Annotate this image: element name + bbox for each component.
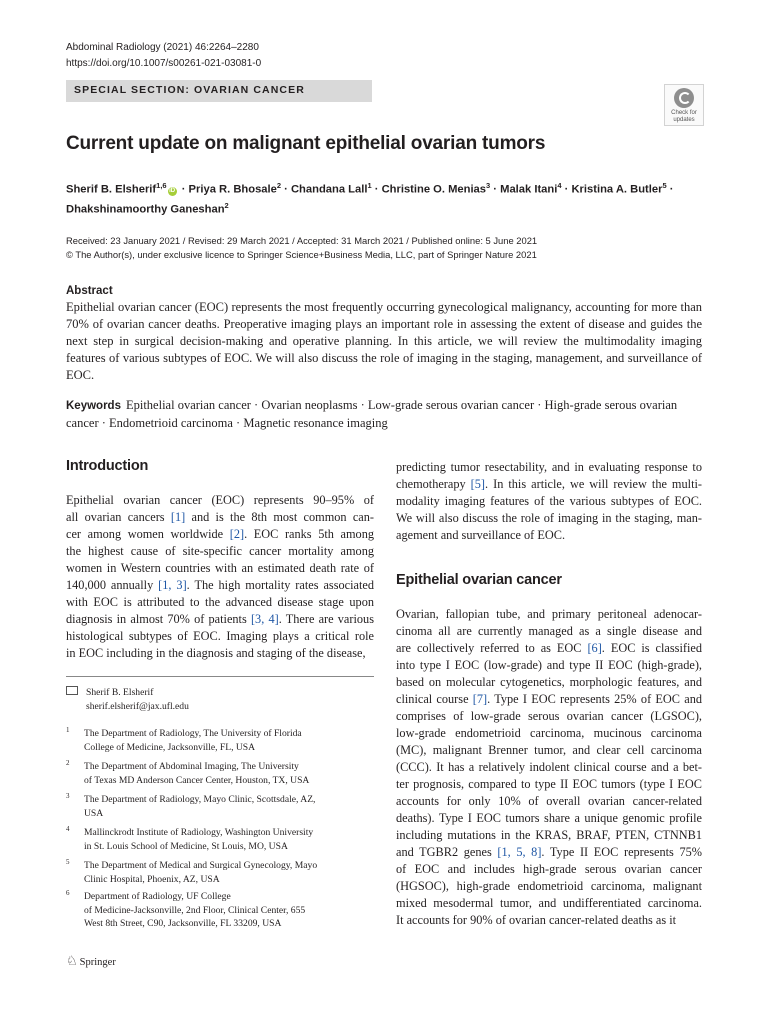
- author-name[interactable]: Priya R. Bhosale: [188, 183, 277, 196]
- corresponding-email[interactable]: sherif.elsherif@jax.ufl.edu: [86, 700, 189, 712]
- keywords: [66, 397, 702, 432]
- author-name[interactable]: Christine O. Menias: [381, 183, 487, 196]
- affiliation-text: [84, 793, 374, 820]
- affiliation-line: The Department of Radiology, Mayo Clinic, Scottsdale, AZ,: [84, 794, 316, 805]
- introduction-body-continued: [396, 459, 702, 544]
- publisher-footer: [66, 953, 116, 969]
- epithelial-line: low-grade endometrioid carcinoma, mucinous carcinoma: [396, 726, 702, 740]
- author-affiliation-ref: 2: [224, 200, 229, 210]
- affiliation-line: Clinic Hospital, Phoenix, AZ, USA: [84, 873, 220, 885]
- epithelial-body: [396, 606, 702, 929]
- citation-link[interactable]: [3, 4]: [250, 612, 279, 626]
- introduction-body: [66, 492, 374, 662]
- affiliation-text: [84, 890, 374, 931]
- author-affiliation-ref: 1,6: [156, 181, 167, 190]
- affiliation-number: 4: [66, 825, 70, 833]
- author-affiliation-ref: 4: [557, 181, 562, 190]
- epithelial-line: comprises of low-grade serous ovarian cancer (LGSOC),: [396, 709, 702, 723]
- epithelial-line: clinical course [7]. Type I EOC represents 25% of EOC and: [396, 692, 702, 706]
- epithelial-line: (HGSOC), high-grade endometrioid carcinoma, malignant: [396, 879, 702, 893]
- affiliation-line: of Texas MD Anderson Cancer Center, Houston, TX, USA: [84, 774, 310, 786]
- journal-info: [66, 40, 261, 72]
- epithelial-line: (MC), malignant Brenner tumor, and clear cell carcinoma: [396, 743, 702, 757]
- section-label: SPECIAL SECTION: OVARIAN CANCER: [74, 84, 305, 96]
- intro-line: cer among women worldwide [2]. EOC ranks 5th among: [66, 527, 374, 541]
- intro-line: with EOC is attributed to the advanced disease stage upon: [66, 595, 374, 609]
- epithelial-line: including mutations in the KRAS, BRAF, PTEN, CTNNB1: [396, 828, 702, 842]
- citation-link[interactable]: [6]: [587, 641, 602, 655]
- check-for-updates-badge[interactable]: [664, 84, 704, 126]
- affiliation-text: [84, 727, 374, 754]
- orcid-icon[interactable]: iD: [169, 187, 176, 194]
- author-affiliation-ref: 1: [367, 181, 372, 190]
- envelope-icon: [66, 686, 78, 695]
- author-name[interactable]: Chandana Lall: [290, 183, 368, 196]
- author-name[interactable]: Sherif B. Elsherif: [66, 183, 157, 196]
- intro-line: 140,000 annually [1, 3]. The high mortality rates associated: [66, 578, 374, 592]
- intro-line: in EOC including in the diagnosis and staging of the disease,: [66, 646, 366, 660]
- affiliation-line: in St. Louis School of Medicine, St Louis, MO, USA: [84, 840, 288, 852]
- publication-dates: [66, 234, 537, 262]
- affiliation-number: 3: [66, 792, 70, 800]
- citation-link[interactable]: [5]: [470, 477, 486, 491]
- publisher-name: Springer: [79, 957, 116, 968]
- author-name[interactable]: Malak Itani: [500, 183, 558, 196]
- citation-link[interactable]: [2]: [229, 527, 245, 541]
- epithelial-heading: Epithelial ovarian cancer: [396, 572, 562, 588]
- epithelial-line: It accounts for 90% of ovarian cancer-related deaths as it: [396, 913, 677, 927]
- epithelial-line: deaths). Type I EOC tumors share a unique genomic profile: [396, 811, 702, 825]
- intro-line: We will also discuss the role of imaging in the staging, man-: [396, 511, 702, 525]
- introduction-heading: Introduction: [66, 458, 149, 474]
- springer-logo-icon: ♘: [66, 953, 78, 968]
- affiliation-line: Department of Radiology, UF College: [84, 891, 231, 902]
- affiliation-text: [84, 760, 374, 787]
- intro-line: women in Western countries with an estimated death rate of: [66, 561, 374, 575]
- journal-citation: Abdominal Radiology (2021) 46:2264–2280: [66, 42, 259, 53]
- citation-link[interactable]: [1]: [170, 510, 186, 524]
- correspondence: [66, 686, 189, 713]
- epithelial-line: mixed mesodermal tumor, and undifferentiated carcinoma.: [396, 896, 702, 910]
- intro-line: agement and surveillance of EOC.: [396, 528, 566, 542]
- affiliation-number: 6: [66, 889, 70, 897]
- affiliation-line: West 8th Street, C90, Jacksonville, FL 33209, USA: [84, 918, 282, 929]
- epithelial-line: Ovarian, fallopian tube, and primary peritoneal adenocar-: [396, 607, 702, 621]
- keywords-list: Epithelial ovarian cancer · Ovarian neoplasms · Low-grade serous ovarian cancer · High-grade serous ovarian cancer · Endometrioid carcinoma · Magnetic resonance imaging: [66, 398, 678, 430]
- affiliation-line: College of Medicine, Jacksonville, FL, USA: [84, 741, 256, 753]
- article-title: Current update on malignant epithelial ovarian tumors: [66, 133, 546, 154]
- intro-line: modality imaging features of the various subtypes of EOC.: [396, 494, 702, 508]
- abstract-heading: Abstract: [66, 285, 113, 297]
- affiliation-line: The Department of Radiology, The University of Florida: [84, 728, 302, 739]
- author-name[interactable]: Kristina A. Butler: [571, 183, 663, 196]
- author-affiliation-ref: 2: [276, 181, 282, 190]
- intro-line: predicting tumor resectability, and in evaluating response to: [396, 460, 702, 474]
- affiliation-line: Mallinckrodt Institute of Radiology, Washington University: [84, 827, 314, 838]
- intro-line: diagnosis in almost 70% of patients [3, 4]. There are various: [66, 612, 374, 626]
- citation-link[interactable]: [1, 5, 8]: [497, 845, 542, 859]
- author-affiliation-ref: 5: [662, 181, 667, 190]
- epithelial-line: (CCC). It has a relatively indolent clinical course and a bet-: [396, 760, 702, 774]
- footnote-divider: [66, 676, 374, 677]
- affiliation-number: 5: [66, 858, 70, 866]
- author-name[interactable]: Dhakshinamoorthy Ganeshan: [66, 203, 225, 216]
- badge-text-2: updates: [673, 117, 695, 123]
- affiliation-line: of Medicine-Jacksonville, 2nd Floor, Clinical Center, 655: [84, 904, 306, 916]
- corresponding-author: Sherif B. Elsherif: [86, 687, 154, 698]
- author-affiliation-ref: 3: [486, 181, 491, 190]
- affiliation-text: [84, 859, 374, 886]
- check-updates-icon: [674, 88, 694, 108]
- citation-link[interactable]: [7]: [472, 692, 488, 706]
- affiliation-text: [84, 826, 374, 853]
- copyright-notice: © The Author(s), under exclusive licence to Springer Science+Business Media, LLC, part of Springer Nature 2021: [66, 249, 537, 260]
- intro-line: Epithelial ovarian cancer (EOC) represents 90–95% of: [66, 493, 374, 507]
- author-list: Sherif B. Elsherif$^{1,6}$iD · Priya R. Bhosale$^2$ · Chandana Lall$^1$ · Christine O. Menias$^3$ · Malak Itani$^4$ · Kristina A. Butler$^5$ · Dhakshinamoorthy Ganeshan$^2$: [66, 181, 674, 216]
- epithelial-line: based on molecular cytogenetics, morphologic features, and: [396, 675, 702, 689]
- affiliation-line: The Department of Abdominal Imaging, The University: [84, 761, 299, 772]
- history-dates: Received: 23 January 2021 / Revised: 29 March 2021 / Accepted: 31 March 2021 / Published online: 5 June 2021: [66, 235, 538, 246]
- badge-text-1: Check for: [671, 110, 697, 116]
- intro-line: histological subtypes of EOC. Imaging plays a critical role: [66, 629, 374, 643]
- intro-line: the highest cause of site-specific cancer mortality among: [66, 544, 374, 558]
- affiliation-line: The Department of Medical and Surgical Gynecology, Mayo: [84, 860, 318, 871]
- abstract-text: Epithelial ovarian cancer (EOC) represents the most frequently occurring gynecological malignancy, accounting for more than 70% of ovarian cancer deaths. Preoperative imaging plays an important role in assessing the extent of disease and guides the next step in surgical decision-making and operative planning. In this article, we will review the multimodality imaging features of various subtypes of EOC. We will also discuss the role of imaging in the staging, management, and surveillance of EOC.: [66, 300, 702, 382]
- epithelial-line: and TGBR2 genes [1, 5, 8]. Type II EOC represents 75%: [396, 845, 702, 859]
- doi-link[interactable]: https://doi.org/10.1007/s00261-021-03081-0: [66, 58, 262, 69]
- citation-link[interactable]: [1, 3]: [158, 578, 187, 592]
- affiliation-number: 2: [66, 759, 70, 767]
- epithelial-line: into type I EOC (low-grade) and type II EOC (high-grade),: [396, 658, 702, 672]
- epithelial-line: cinoma all are currently managed as a single disease and: [396, 624, 702, 638]
- epithelial-line: accounts for only 10% of overall ovarian cancer-related: [396, 794, 702, 808]
- epithelial-line: are collectively referred to as EOC [6]. EOC is classified: [396, 641, 702, 655]
- intro-line: all ovarian cancers [1] and is the 8th most common can-: [66, 510, 374, 524]
- intro-line: chemotherapy [5]. In this article, we will review the multi-: [396, 477, 702, 491]
- affiliation-number: 1: [66, 726, 70, 734]
- affiliation-line: USA: [84, 807, 104, 819]
- keywords-label: Keywords: [66, 400, 121, 412]
- epithelial-line: of EOC and includes high-grade serous ovarian cancer: [396, 862, 702, 876]
- epithelial-line: ter prognosis, compared to type II EOC tumors (type I EOC: [396, 777, 702, 791]
